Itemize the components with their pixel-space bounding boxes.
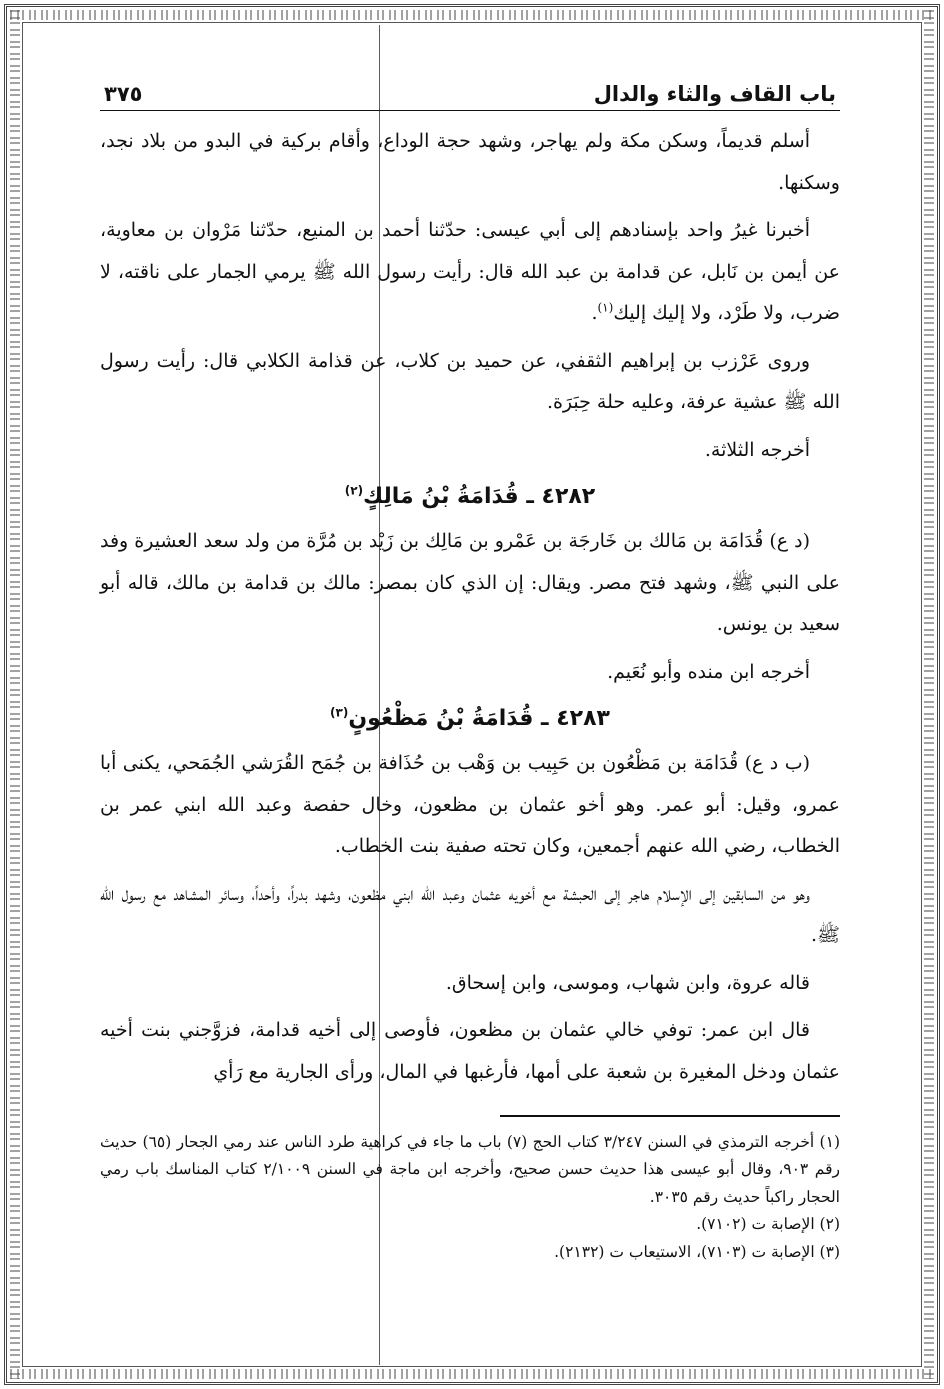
footnotes (100, 1129, 840, 1267)
footnote: (٢) الإصابة ت (٧١٠٢). (696, 1215, 840, 1233)
paragraph: وروى عَرْزب بن إبراهيم الثقفي، عن حميد بن كلاب، عن قذامة الكلابي قال: رأيت رسول الله ﷺ عشية عرفة، وعليه حلة حِبَرَة. (100, 349, 840, 413)
page-header (100, 70, 840, 111)
closing-line: أخرجه ابن منده وأبو نُعَيم. (607, 660, 810, 683)
paragraph: (ب د ع) قُدَامَة بن مَظْعُون بن حَبِيب بن وَهْب بن حُذَافة بن جُمَح القُرَشي الجُمَحي، يكنى أبا عمرو، وقيل: أبو عمر. وهو أخو عثمان بن مظعون، وخال حفصة وعبد الله ابني عمر بن الخطاب، رضي الله عنهم أجمعين، وكان تحته صفية بنت الخطاب. (100, 752, 840, 857)
footnote: (١) أخرجه الترمذي في السنن ٣/٢٤٧ كتاب الحج (٧) باب ما جاء في كراهية طرد الناس عند رمي الجحار (٦٥) حديث رقم ٩٠٣، وقال أبو عيسى هذا حديث حسن صحيح، وأخرجه ابن ماجة في السنن ٢/١٠٠٩ كتاب المناسك باب رمي الحجار راكباً حديث رقم ٣٠٣٥. (100, 1132, 840, 1206)
footnote-reference: (٢) (344, 483, 364, 498)
page-body (100, 121, 840, 1266)
paragraph-text: أخبرنا غيرُ واحد بإسنادهم إلى أبي عيسى: حدّثنا أحمد بن المنيع، حدّثنا مَرْوان بن معاوية، عن أيمن بن نَابل، عن قدامة بن عبد الله قال: رأيت رسول الله ﷺ يرمي الجمار على ناقته، لا ضرب، ولا طَرْد، ولا إليك إليك (100, 219, 840, 324)
footnote-divider (500, 1115, 840, 1117)
entry-title-text: ٤٢٨٢ ـ قُدَامَةُ بْنُ مَالِكٍ (363, 484, 596, 509)
decorative-chain-left (10, 10, 20, 1379)
entry-title-text: ٤٢٨٣ ـ قُدَامَةُ بْنُ مَظْعُونٍ (348, 706, 610, 731)
closing-line: أخرجه الثلاثة. (704, 438, 810, 461)
paragraph: قال ابن عمر: توفي خالي عثمان بن مظعون، فأوصى إلى أخيه قدامة، فزوَّجني بنت أخيه عثمان ودخل المغيرة بن شعبة على أمها، فأرغبها في المال، ورأى الجارية مع رَأي (100, 1019, 840, 1083)
entry-heading-4282 (100, 475, 840, 519)
paragraph: وهو من السابقين إلى الإسلام هاجر إلى الحبشة مع أخويه عثمان وعبد الله ابني مظعون، وشهد بدراً، وأحداً، وسائر المشاهد مع رسول الله ﷺ. (100, 882, 840, 946)
paragraph: (د ع) قُدَامَة بن مَالك بن خَارجَة بن عَمْرو بن مَالِك بن زَيْد بن مُرَّة من ولد سعد العشيرة وفد على النبي ﷺ، وشهد فتح مصر. ويقال: إن الذي كان بمصر: مالك بن قدامة بن مالك، قاله أبو سعيد بن يونس. (99, 530, 840, 635)
page-number: ٣٧٥ (104, 82, 143, 106)
footnote: (٣) الإصابة ت (٧١٠٣)، الاستيعاب ت (٢١٣٢). (554, 1242, 840, 1261)
decorative-chain-top (10, 10, 934, 20)
paragraph: أخبرنا غيرُ واحد بإسنادهم إلى أبي عيسى: حدّثنا أحمد بن المنيع، حدّثنا مَرْوان بن معاوية، عن أيمن بن نَابل، عن قدامة بن عبد الله قال: رأيت رسول الله ﷺ يرمي الجمار على ناقته، لا ضرب، ولا طَرْد، ولا إليك إليك$^{(١)}$. (100, 219, 840, 324)
decorative-chain-bottom (10, 1369, 934, 1379)
book-page (100, 70, 840, 1350)
paragraph: أسلم قديماً، وسكن مكة ولم يهاجر، وشهد حجة الوداع، وأقام بركية في البدو من بلاد نجد، وسكنها. (100, 130, 840, 194)
running-title: باب القاف والثاء والدال (593, 82, 836, 106)
footnote-reference: (٣) (330, 705, 349, 720)
entry-heading-4283 (100, 697, 840, 741)
decorative-chain-right (924, 10, 934, 1379)
footnote-reference: (١) (597, 300, 614, 315)
paragraph: قاله عروة، وابن شهاب، وموسى، وابن إسحاق. (445, 971, 810, 994)
